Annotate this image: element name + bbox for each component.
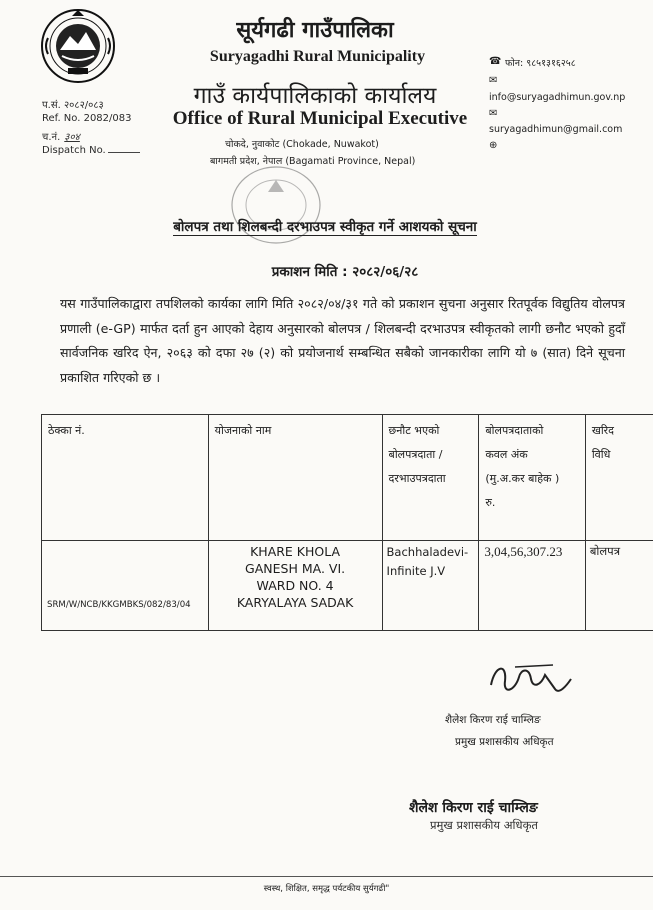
- notice-title: [125, 217, 525, 235]
- office-title-en: Office of Rural Municipal Executive: [172, 108, 468, 129]
- header-bidder-l2: बोलपत्रदाता /: [388, 448, 443, 461]
- header-amount-l2: कवल अंक: [485, 448, 528, 461]
- handwritten-signature: [485, 655, 575, 703]
- cell-bidder: [383, 541, 479, 583]
- name-stamp: शैलेश किरण राई चाम्लिङ: [409, 800, 538, 816]
- cn-value: ३०४: [64, 132, 80, 143]
- ps-number: प.सं. २०८२/०८३: [42, 100, 104, 111]
- cell-amount: 3,04,56,307.23: [484, 544, 563, 559]
- project-line-3: WARD NO. 4: [256, 578, 334, 593]
- phone-icon: ☎: [489, 56, 502, 67]
- phone-number: फोन: ९८५१३१६२५८: [505, 58, 576, 69]
- cell-project-name: [209, 541, 382, 611]
- project-line-1: KHARE KHOLA: [250, 544, 341, 559]
- office-title-np: गाउँ कार्यपालिकाको कार्यालय: [193, 83, 437, 109]
- title-stamp: प्रमुख प्रशासकीय अधिकृत: [430, 818, 538, 832]
- email-secondary[interactable]: suryagadhimun@gmail.com: [489, 124, 623, 135]
- header-project-name: योजनाको नाम: [214, 424, 272, 437]
- dispatch-line: [42, 145, 140, 156]
- cn-label: च.नं.: [42, 132, 61, 143]
- header-method-l2: विधि: [591, 448, 611, 461]
- project-line-2: GANESH MA. VI.: [245, 561, 346, 576]
- header-bid-amount: [479, 415, 584, 519]
- municipality-title-np: सूर्यगढी गाउँपालिका: [236, 18, 394, 43]
- cell-method: बोलपत्र: [589, 544, 621, 558]
- address-line-2: बागमती प्रदेश, नेपाल (Bagamati Province, Nepal): [210, 156, 416, 167]
- cell-contract-no: SRM/W/NCB/KKGMBKS/082/83/04: [47, 600, 191, 610]
- notice-body: यस गाउँपालिकाद्वारा तपशिलको कार्यका लागि मिति २०८२/०४/३१ गते को प्रकाशन सुचना अनुसार रितपूर्वक विद्युतिय वोलपत्र प्रणाली (e-GP) मार्फत दर्ता हुन आएको देहाय अनुसारको बोलपत्र / शिलबन्दी दरभाउपत्र स्वीकृतको लागी छनौट भएको हुदाँ सार्वजनिक खरिद ऐन, २०६३ को दफा २७ (२) को प्रयोजनार्थ सम्बन्धित सबैको जानकारीका लागि यो ७ (सात) दिने सूचना प्रकाशित गरिएको छ ।: [60, 296, 625, 385]
- header-amount-l1: बोलपत्रदाताको: [485, 424, 544, 437]
- header-amount-l4: रु.: [485, 496, 496, 509]
- table-row: [42, 541, 653, 631]
- header-selected-bidder: [383, 415, 479, 495]
- header-procurement-method: [586, 415, 653, 471]
- footer-divider: [0, 876, 653, 877]
- email-icon-2: ✉: [489, 108, 498, 119]
- header-bidder-l3: दरभाउपत्रदाता: [388, 472, 446, 485]
- contract-table: [41, 414, 653, 631]
- project-line-4: KARYALAYA SADAK: [236, 595, 354, 610]
- municipality-title-en: Suryagadhi Rural Municipality: [209, 48, 426, 65]
- email-icon: ✉: [489, 75, 498, 86]
- bidder-line-1: Bachhaladevi-: [386, 545, 469, 559]
- header-contract-no: ठेक्का नं.: [48, 424, 85, 437]
- address-line-1: चोकदे, नुवाकोट (Chokade, Nuwakot): [225, 139, 379, 150]
- bidder-line-2: Infinite J.V: [386, 564, 446, 578]
- header-method-l1: खरिद: [591, 424, 615, 437]
- header-bidder-l1: छनौट भएको: [388, 424, 440, 437]
- table-header-row: [42, 415, 653, 541]
- cn-line: [42, 129, 84, 143]
- signatory-title: प्रमुख प्रशासकीय अधिकृत: [455, 736, 554, 748]
- municipality-emblem-icon: [40, 8, 116, 84]
- publication-date: प्रकाशन मिति : २०८२/०६/२८: [271, 264, 419, 280]
- header-amount-l3: (मु.अ.कर बाहेक ): [485, 472, 560, 485]
- footer-slogan: स्वस्थ, शिक्षित, समृद्ध पर्यटकीय सुर्यगढी": [263, 884, 390, 894]
- web-icon: ⊕: [489, 140, 498, 151]
- email-primary[interactable]: info@suryagadhimun.gov.np: [489, 92, 626, 103]
- signatory-name: शैलेश किरण राई चाम्लिङ: [445, 714, 541, 726]
- dispatch-label: Dispatch No.: [42, 145, 106, 156]
- notice-title-text: बोलपत्र तथा शिलबन्दी दरभाउपत्र स्वीकृत गर्ने आशयको सूचना: [173, 219, 477, 235]
- ref-number: Ref. No. 2082/083: [42, 113, 132, 124]
